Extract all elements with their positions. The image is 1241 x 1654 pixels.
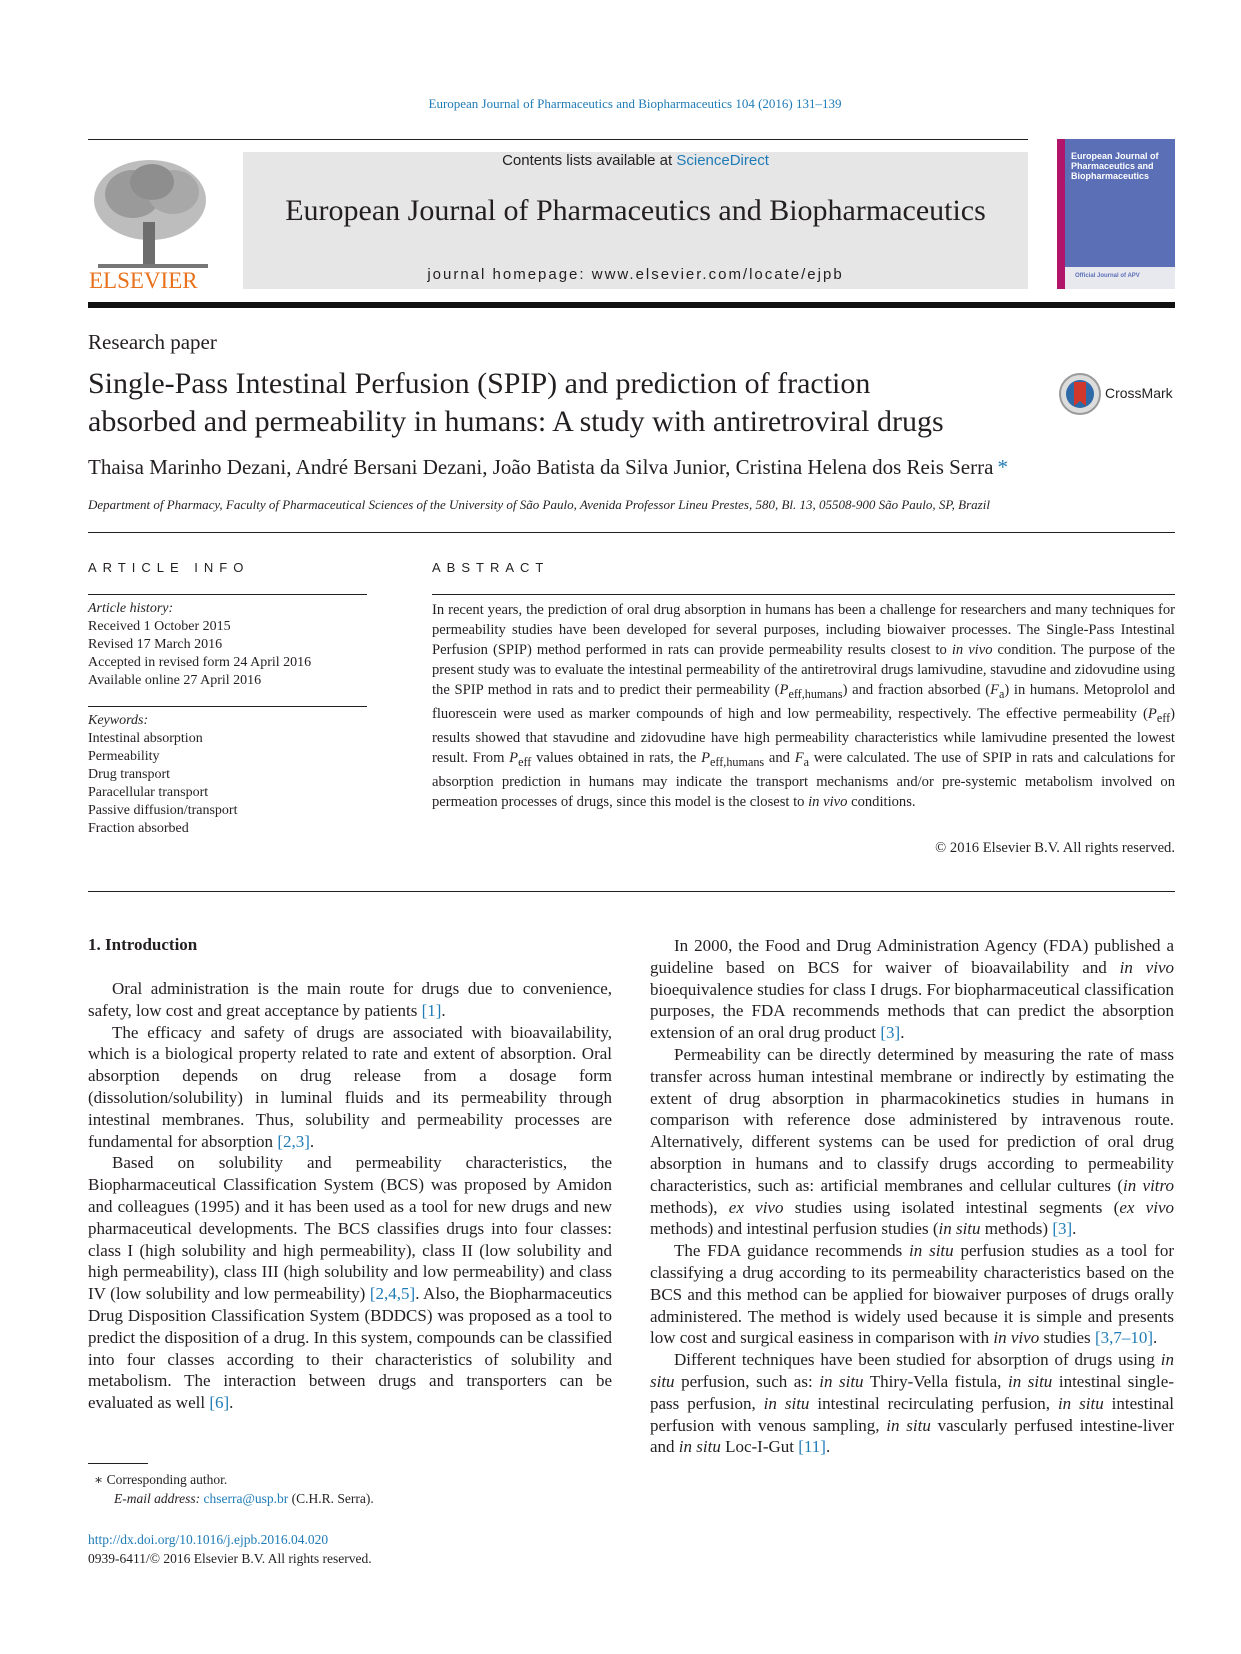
text-run: perfusion, such as: [674,1371,820,1391]
text-run: vascularly perfused intestine-liver and [650,1415,1174,1457]
keyword-item: Paracellular transport [88,785,209,800]
corresponding-author-mark[interactable]: * [997,455,1008,479]
italic-term: in situ [886,1415,931,1435]
text-run: The efficacy and safety of drugs are associated with bioavailability, which is a biological property related to rate and extent of absorption. Oral absorption depends on drug release from a dosage form (dissolution/solubility) in luminal fluids and its permeability through intestinal membranes. Thus, solubility and permeability processes are fundamental for absorption [88,1022,612,1151]
body-column-left [88,978,612,1414]
affiliation: Department of Pharmacy, Faculty of Pharmaceutical Sciences of the University of São Paulo, Avenida Professor Lineu Prestes, 580, Bl. 13, 05508-900 São Paulo, SP, Brazil [88,497,990,512]
text-run: . [229,1393,234,1413]
italic-term: in situ [1007,1371,1053,1391]
text-run: . [900,1023,905,1043]
text-run: . Also, the Biopharmaceutics Drug Disposition Classification System (BDDCS) was proposed as a tool to predict the disposition of a drug. In this system, compounds can be classified into four classes according to their characteristics of solubility and metabolism. The interaction between drugs and transporters can be evaluated as well [88,1284,612,1413]
corresponding-footnote [88,1470,588,1489]
journal-title: European Journal of Pharmaceutics and Biopharmaceutics [285,194,986,227]
paragraph [88,978,612,1022]
abstract-rule [432,594,1175,595]
abstract-subscript: eff,humans [710,754,765,769]
text-run: intestinal perfusion with venous sampling, [650,1393,1174,1435]
abstract-italic: F [990,682,999,698]
italic-term: in situ [938,1219,981,1239]
history-item: Available online 27 April 2016 [88,673,262,688]
text-run: studies using isolated intestinal segments ( [783,1197,1120,1217]
italic-term: in vivo [1119,957,1174,977]
abstract-run: values obtained in rats, the [531,749,702,766]
article-info-heading: ARTICLE INFO [88,560,250,575]
italic-term: in vivo [993,1328,1040,1348]
keyword-item: Fraction absorbed [88,821,189,836]
email-suffix: (C.H.R. Serra). [288,1491,374,1506]
abstract-run: ) in humans. Metoprolol and fluorescein were used as marker compounds of high and low permeability, respectively. The effective permeability ( [432,682,1175,722]
title-line-2: absorbed and permeability in humans: A study with antiretroviral drugs [88,405,944,438]
abstract-subscript: eff [1156,710,1171,725]
email-link[interactable]: chserra@usp.br [203,1491,289,1506]
email-label: E-mail address: [114,1491,204,1506]
email-footnote [88,1489,614,1508]
citation-link[interactable]: [2,4,5] [369,1284,416,1304]
citation-link[interactable]: [6] [209,1393,230,1413]
crossmark-badge[interactable] [1058,372,1178,418]
paragraph [650,1044,1174,1240]
article-title [88,365,1048,441]
text-run: intestinal recirculating perfusion, [809,1393,1058,1413]
abstract-bottom-rule [88,891,1175,892]
text-run: Thiry-Vella fistula, [863,1371,1008,1391]
footnote-text: Corresponding author. [106,1472,228,1487]
body-column-right [650,935,1174,1458]
footnote-mark: ∗ [94,1472,107,1487]
italic-term: in situ [678,1437,721,1457]
citation-link[interactable]: [3] [1052,1219,1073,1239]
paragraph [88,1152,612,1414]
masthead-rule [88,302,1175,308]
abstract-run: In recent years, the prediction of oral drug absorption in humans has been a challenge for researchers and many techniques for permeability studies have been developed for several purposes, including biowaiver processes. The Single-Pass Intestinal Perfusion (SPIP) method performed in rats can provide permeability results closest to [432,602,1175,658]
sciencedirect-link[interactable]: ScienceDirect [676,152,769,169]
citation-link[interactable]: [3] [880,1023,901,1043]
abstract-run: and [764,749,795,766]
journal-masthead [243,152,1028,289]
text-run: . [1072,1219,1077,1239]
paragraph [88,1022,612,1153]
abstract-italic: in vivo [951,642,993,658]
cover-title: European Journal of Pharmaceutics and Biopharmaceutics [1071,151,1159,181]
issn-line: 0939-6411/© 2016 Elsevier B.V. All rights reserved. [88,1551,372,1566]
citation-link[interactable]: [3,7–10] [1094,1328,1154,1348]
crossmark-label: CrossMark [1105,385,1173,401]
abstract-italic: P [701,749,711,766]
italic-term: in vitro [1122,1175,1175,1195]
citation-link[interactable]: [11] [798,1437,826,1457]
keyword-item: Permeability [88,749,160,764]
text-run: methods), [650,1197,729,1217]
text-run: Different techniques have been studied for absorption of drugs using [674,1350,1161,1370]
citation-link[interactable]: [1] [421,1000,442,1020]
keywords-label: Keywords: [88,713,149,728]
journal-cover [1057,139,1175,289]
doi-link[interactable]: http://dx.doi.org/10.1016/j.ejpb.2016.04.020 [88,1532,329,1547]
text-run: Based on solubility and permeability characteristics, the Biopharmaceutical Classification System (BCS) was proposed by Amidon and colleagues (1995) and it has been used as a tool for new drugs and new pharmaceutical developments. The BCS classifies drugs into four classes: class I (high solubility and high permeability), class II (low solubility and high permeability), class III (high solubility and low permeability) and class IV (low solubility and low permeability) [88,1153,612,1304]
svg-text:ELSEVIER: ELSEVIER [89,268,198,292]
history-label: Article history: [88,601,174,616]
text-run: methods) and intestinal perfusion studies ( [650,1219,939,1239]
text-run: Loc-I-Gut [720,1437,799,1457]
article-info-rule [88,594,367,595]
text-run: Oral administration is the main route for drugs due to convenience, safety, low cost and great acceptance by patients [88,979,612,1020]
paragraph [650,1240,1174,1349]
crossmark-icon [1058,372,1102,416]
keyword-item: Intestinal absorption [88,731,203,746]
italic-term: in situ [909,1241,954,1261]
abstract-subscript: eff,humans [788,686,843,701]
abstract-subscript: a [998,686,1005,701]
abstract-text [432,600,1175,812]
abstract-run: ) results showed that stavudine and zidovudine have high permeability characteristics while lamivudine presented the lowest result. From [432,705,1175,766]
paragraph [650,935,1174,1044]
citation-link[interactable]: [2,3] [277,1131,310,1151]
abstract-subscript: eff [518,754,532,769]
title-line-1: Single-Pass Intestinal Perfusion (SPIP) and prediction of fraction [88,367,871,400]
journal-homepage[interactable]: journal homepage: www.elsevier.com/locate/ejpb [427,266,844,283]
header-rule [88,139,1028,140]
text-run: . [1153,1328,1158,1348]
italic-term: in situ [1057,1393,1104,1413]
article-type: Research paper [88,330,217,354]
history-item: Received 1 October 2015 [88,619,231,634]
elsevier-tree-icon [88,152,218,292]
keywords-rule [88,706,367,707]
text-run: studies [1039,1328,1095,1348]
section-heading-introduction: 1. Introduction [88,935,198,954]
text-run: . [309,1131,315,1151]
text-run: In 2000, the Food and Drug Administration Agency (FDA) published a guideline based on BCS for waiver of bioavailability and [650,936,1174,977]
abstract-italic: F [794,749,804,766]
history-item: Revised 17 March 2016 [88,637,223,652]
keyword-item: Drug transport [88,767,171,782]
abstract-run: condition. The purpose of the present study was to evaluate the intestinal permeability of the antiretroviral drugs lamivudine, stavudine and zidovudine using the SPIP method in rats and to predict their permeability ( [432,642,1175,698]
abstract-subscript: a [803,754,810,769]
contents-prefix: Contents lists available at [502,152,677,169]
article-history [88,600,367,690]
abstract-run: ) and fraction absorbed ( [842,682,991,698]
abstract-italic: P [779,682,789,698]
cover-footer [1065,267,1175,289]
italic-term: ex vivo [728,1197,784,1217]
text-run: intestinal single-pass perfusion, [650,1371,1174,1413]
italic-term: in situ [819,1371,864,1391]
text-run: methods) [980,1219,1053,1239]
abstract-heading: ABSTRACT [432,560,550,575]
paragraph [650,1349,1174,1458]
journal-citation[interactable]: European Journal of Pharmaceutics and Biopharmaceutics 104 (2016) 131–139 [428,96,842,111]
text-run: bioequivalence studies for class I drugs. For biopharmaceutical classification purposes, the FDA recommends methods that can predict the absorption extension of an oral drug product [650,979,1174,1043]
abstract-copyright: © 2016 Elsevier B.V. All rights reserved. [935,840,1175,856]
keyword-item: Passive diffusion/transport [88,803,238,818]
abstract-italic: in vivo [808,793,848,810]
abstract-run: conditions. [847,793,916,810]
italic-term: ex vivo [1119,1197,1174,1217]
elsevier-logo [88,152,218,292]
text-run: The FDA guidance recommends [674,1241,910,1261]
text-run: Permeability can be directly determined by measuring the rate of mass transfer across human intestinal membrane or indirectly by estimating the extent of drug absorption in pharmacokinetics studies in humans in comparison with reference dose administered by intravenous route. Alternatively, different systems can be used for prediction of oral drug absorption in humans and to classify drugs according to permeability characteristics, such as: artificial membranes and cellular cultures ( [650,1044,1174,1195]
text-run: . [825,1437,831,1457]
contents-line [243,152,1028,169]
text-run: . [441,1000,446,1020]
italic-term: in situ [650,1350,1174,1391]
authors-text: Thaisa Marinho Dezani, André Bersani Dezani, João Batista da Silva Junior, Cristina Helena dos Reis Serra [88,455,994,479]
cover-footer-text: Official Journal of APV [1075,273,1140,279]
abstract-italic: P [509,749,519,766]
abstract-italic: P [1147,705,1157,722]
abstract-run: were calculated. The use of SPIP in rats and calculations for absorption prediction in humans may indicate the transport mechanisms and/or pre-systemic metabolism involved on permeation processes of drugs, since this model is the closest to [432,749,1175,810]
keywords [88,712,367,838]
history-item: Accepted in revised form 24 April 2016 [88,655,312,670]
cover-spine [1057,139,1065,289]
author-list [88,455,1175,480]
italic-term: in situ [763,1393,810,1413]
footnote-rule [88,1463,148,1464]
divider-rule [88,532,1175,533]
text-run: perfusion studies as a tool for classifying a drug according to its permeability characteristics based on the BCS and this method can be applied for biowaiver purposes of drugs orally administered. The method is widely used because it is simple and presents low cost and surgical easiness in comparison with [650,1241,1175,1348]
